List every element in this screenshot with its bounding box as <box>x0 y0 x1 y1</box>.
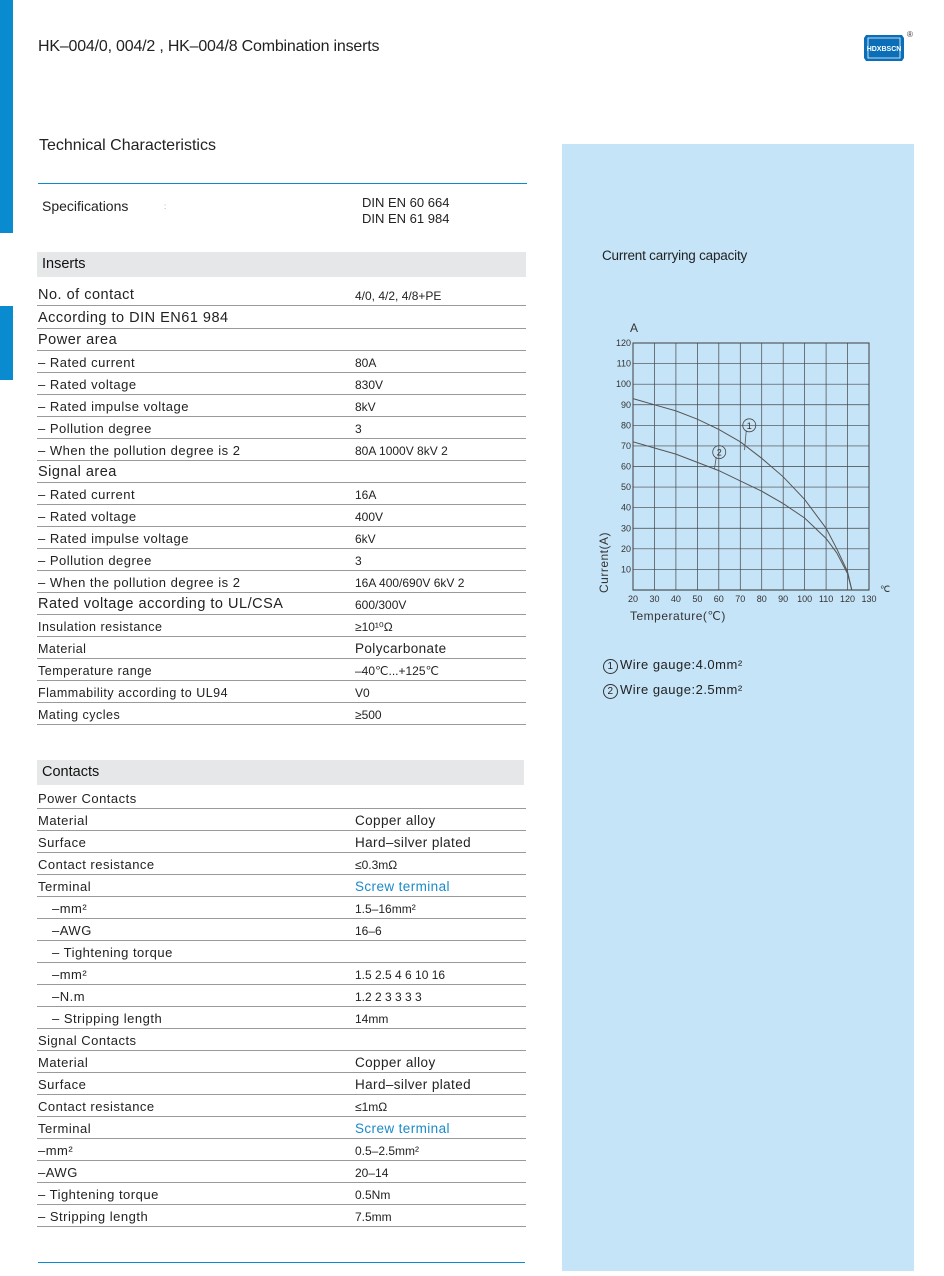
row-label: – When the pollution degree is 2 <box>38 575 241 590</box>
row-value: 14mm <box>355 1012 389 1026</box>
row-label: –mm² <box>38 1143 74 1158</box>
current-capacity-chart <box>592 318 902 628</box>
row-label: – Rated current <box>38 487 136 502</box>
row-label: Terminal <box>38 879 92 894</box>
row-value: 8kV <box>355 400 376 414</box>
y-tick-label: 10 <box>620 564 631 575</box>
specification-value: DIN EN 60 664 <box>362 195 450 210</box>
row-value: 830V <box>355 378 384 392</box>
legend-item-1 <box>603 657 743 674</box>
y-tick-label: 70 <box>620 440 631 451</box>
legend-marker: 2 <box>603 684 618 699</box>
x-tick-label: 130 <box>861 594 877 604</box>
x-tick-label: 120 <box>840 594 856 604</box>
y-tick-label: 40 <box>620 502 631 513</box>
row-value: 3 <box>355 422 362 436</box>
row-label: Material <box>38 642 87 656</box>
table-row <box>37 439 526 461</box>
table-row <box>37 593 526 615</box>
specifications-label: Specifications <box>42 198 129 214</box>
row-value: 16–6 <box>355 924 382 938</box>
legend-text: Wire gauge:4.0mm² <box>620 657 743 672</box>
panel-title: Current carrying capacity <box>602 248 748 263</box>
y-tick-label: 80 <box>620 420 631 431</box>
row-value: ≥500 <box>355 708 382 722</box>
row-value: Polycarbonate <box>355 641 447 656</box>
registered-mark: ® <box>907 30 913 39</box>
table-row <box>37 1205 526 1227</box>
x-tick-label: 50 <box>692 594 703 604</box>
series-label: 2 <box>716 447 722 458</box>
row-label: –mm² <box>52 967 88 982</box>
row-label: –AWG <box>52 923 92 938</box>
row-value: 4/0, 4/2, 4/8+PE <box>355 289 442 303</box>
table-row <box>37 1139 526 1161</box>
row-label: – Rated impulse voltage <box>38 531 189 546</box>
y-tick-label: 100 <box>615 379 631 390</box>
row-label: – Pollution degree <box>38 421 152 436</box>
table-row <box>37 571 526 593</box>
row-value: 600/300V <box>355 598 407 612</box>
table-row <box>37 395 526 417</box>
table-row <box>37 549 526 571</box>
table-row <box>37 659 526 681</box>
x-tick-label: 110 <box>818 594 834 604</box>
row-value: ≤1mΩ <box>355 1100 388 1114</box>
row-label: –N.m <box>52 989 86 1004</box>
row-value: Copper alloy <box>355 813 436 828</box>
inserts-table <box>37 277 526 725</box>
row-value: Screw terminal <box>355 1121 450 1136</box>
table-row <box>37 831 526 853</box>
row-label: Material <box>38 1055 89 1070</box>
x-unit-label: ℃ <box>880 584 891 594</box>
row-value: 3 <box>355 554 362 568</box>
row-label: Contact resistance <box>38 857 155 872</box>
contacts-heading <box>37 760 524 785</box>
row-label: Surface <box>38 835 87 850</box>
table-row <box>37 1117 526 1139</box>
row-value: 6kV <box>355 532 376 546</box>
y-tick-label: 60 <box>620 461 631 472</box>
table-row <box>37 787 526 809</box>
row-label: Power area <box>38 332 118 348</box>
inserts-heading-text: Inserts <box>42 256 86 272</box>
x-tick-label: 60 <box>713 594 724 604</box>
table-row <box>37 306 526 329</box>
row-value: 400V <box>355 510 384 524</box>
x-tick-label: 70 <box>735 594 746 604</box>
x-tick-label: 100 <box>797 594 813 604</box>
row-value: 20–14 <box>355 1166 389 1180</box>
row-value: 0.5Nm <box>355 1188 391 1202</box>
row-value: –40℃...+125℃ <box>355 664 440 678</box>
row-label: Material <box>38 813 89 828</box>
table-row <box>37 853 526 875</box>
series-label-leader <box>745 430 747 450</box>
contacts-table <box>37 787 526 1227</box>
row-label: Surface <box>38 1077 87 1092</box>
row-label: Signal area <box>38 464 117 480</box>
row-label: – Rated voltage <box>38 377 137 392</box>
row-label: According to DIN EN61 984 <box>38 310 229 326</box>
row-value: 1.5 2.5 4 6 10 16 <box>355 968 446 982</box>
row-label: Signal Contacts <box>38 1033 137 1048</box>
section-rule <box>38 183 527 184</box>
row-label: Mating cycles <box>38 708 121 722</box>
legend-marker: 1 <box>603 659 618 674</box>
table-row <box>37 351 526 373</box>
row-value: 1.2 2 3 3 3 3 <box>355 990 422 1004</box>
table-row <box>37 461 526 483</box>
y-tick-label: 110 <box>616 358 631 369</box>
row-value: 0.5–2.5mm² <box>355 1144 420 1158</box>
row-label: – Tightening torque <box>38 1187 159 1202</box>
table-row <box>37 809 526 831</box>
x-tick-label: 90 <box>778 594 789 604</box>
row-value: 16A 400/690V 6kV 2 <box>355 576 465 590</box>
legend-item-2 <box>603 682 743 699</box>
inserts-heading <box>37 252 526 277</box>
accent-bar-middle <box>0 306 13 380</box>
row-label: – Rated impulse voltage <box>38 399 189 414</box>
table-row <box>37 417 526 439</box>
specification-value: DIN EN 61 984 <box>362 211 450 226</box>
row-value: V0 <box>355 686 370 700</box>
row-value: 80A 1000V 8kV 2 <box>355 444 448 458</box>
row-label: – Tightening torque <box>52 945 173 960</box>
table-row <box>37 483 526 505</box>
y-tick-label: 50 <box>620 482 631 493</box>
table-row <box>37 615 526 637</box>
brand-logo <box>862 33 906 63</box>
y-tick-label: 30 <box>620 523 631 534</box>
legend-text: Wire gauge:2.5mm² <box>620 682 743 697</box>
contacts-heading-text: Contacts <box>42 764 100 780</box>
table-row <box>37 1183 526 1205</box>
table-row <box>37 277 526 306</box>
table-row <box>37 329 526 351</box>
table-row <box>37 919 526 941</box>
row-value: 7.5mm <box>355 1210 392 1224</box>
row-label: Terminal <box>38 1121 92 1136</box>
logo-text: HDXBSCN <box>866 46 902 53</box>
table-row <box>37 1095 526 1117</box>
row-label: – Pollution degree <box>38 553 152 568</box>
row-label: Rated voltage according to UL/CSA <box>38 596 284 612</box>
row-value: Hard–silver plated <box>355 1077 472 1092</box>
table-row <box>37 637 526 659</box>
row-label: No. of contact <box>38 287 135 303</box>
row-label: – Stripping length <box>52 1011 163 1026</box>
y-tick-label: 20 <box>620 543 631 554</box>
y-axis-label: Current(A) <box>597 531 611 593</box>
row-label: Contact resistance <box>38 1099 155 1114</box>
row-label: Power Contacts <box>38 791 137 806</box>
x-tick-label: 20 <box>627 594 639 604</box>
table-row <box>37 941 526 963</box>
series-line-2 <box>633 442 852 590</box>
row-label: – Rated voltage <box>38 509 137 524</box>
row-label: Flammability according to UL94 <box>38 686 229 700</box>
row-value: ≥10¹⁰Ω <box>355 620 393 634</box>
table-row <box>37 1161 526 1183</box>
accent-bar-top <box>0 0 13 233</box>
table-row <box>37 527 526 549</box>
row-value: Screw terminal <box>355 879 450 894</box>
y-unit-label: A <box>630 321 639 335</box>
row-value: 16A <box>355 488 377 502</box>
y-tick-label: 90 <box>620 399 631 410</box>
table-row <box>37 963 526 985</box>
table-row <box>37 897 526 919</box>
table-row <box>37 1029 526 1051</box>
row-value: Hard–silver plated <box>355 835 472 850</box>
y-tick-label: 120 <box>615 338 631 348</box>
table-row <box>37 875 526 897</box>
row-value: ≤0.3mΩ <box>355 858 398 872</box>
section-title: Technical Characteristics <box>39 137 216 154</box>
row-label: – Rated current <box>38 355 136 370</box>
side-panel <box>562 144 914 1271</box>
x-axis-label: Temperature(℃) <box>630 609 726 623</box>
row-label: – Stripping length <box>38 1209 149 1224</box>
row-value: 80A <box>355 356 377 370</box>
x-tick-label: 40 <box>670 594 681 604</box>
specifications-separator: : <box>164 202 167 211</box>
row-value: 1.5–16mm² <box>355 902 416 916</box>
page-title: HK–004/0, 004/2 , HK–004/8 Combination inserts <box>38 38 380 55</box>
x-tick-label: 30 <box>649 594 660 604</box>
table-row <box>37 703 526 725</box>
table-row <box>37 373 526 395</box>
row-label: Insulation resistance <box>38 620 163 634</box>
table-row <box>37 1007 526 1029</box>
row-label: Temperature range <box>38 664 153 678</box>
series-line-1 <box>633 399 852 590</box>
table-row <box>37 681 526 703</box>
bottom-rule <box>38 1262 525 1263</box>
row-label: –mm² <box>52 901 88 916</box>
x-tick-label: 80 <box>756 594 767 604</box>
table-row <box>37 1051 526 1073</box>
row-value: Copper alloy <box>355 1055 436 1070</box>
table-row <box>37 1073 526 1095</box>
table-row <box>37 985 526 1007</box>
table-row <box>37 505 526 527</box>
series-label: 1 <box>746 420 752 431</box>
row-label: – When the pollution degree is 2 <box>38 443 241 458</box>
row-label: –AWG <box>38 1165 78 1180</box>
